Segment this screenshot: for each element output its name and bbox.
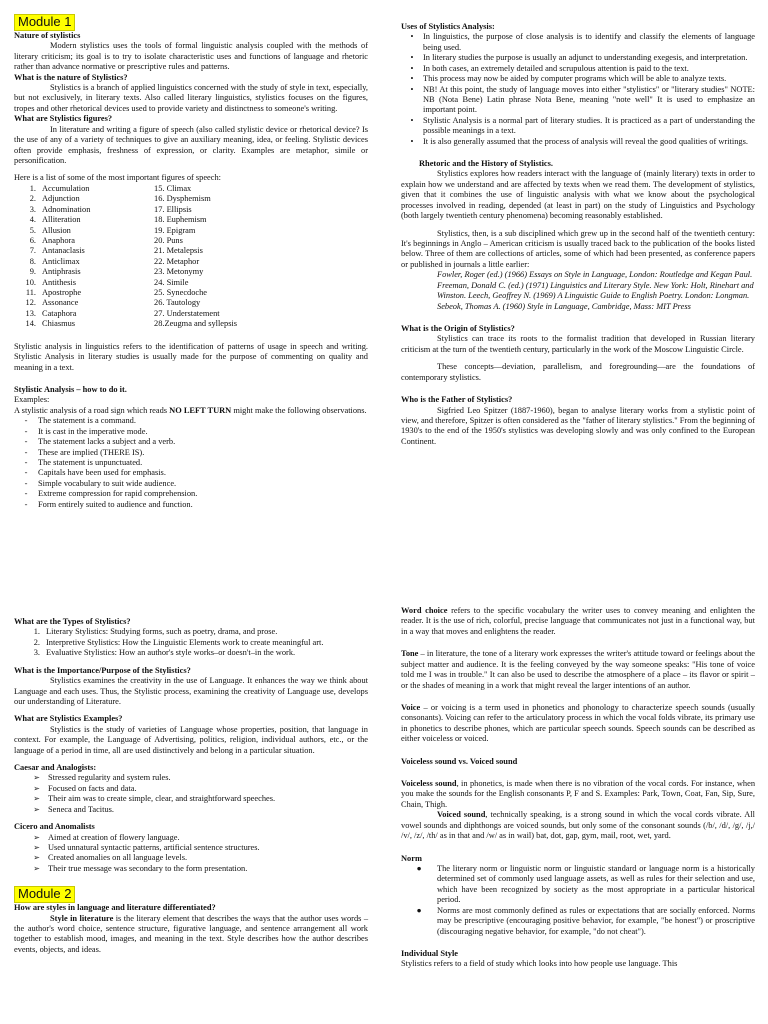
reference-3: Winston. Leech, Geoffrey N. (1969) A Linguistic Guide to English Poetry. London: Longman. xyxy=(437,291,750,301)
paragraph-origin: Stylistics can trace its roots to the formalist tradition that developed in Russian literary criticism at the turn of the twentieth century, particularly in the work of the Moscow Linguistic Circle. xyxy=(401,334,755,354)
list-item: 25. Synecdoche xyxy=(154,288,208,298)
paragraph-concepts: These concepts—deviation, parallelism, and foregrounding—are the foundations of contemporary stylistics. xyxy=(401,362,755,382)
figures-column-b xyxy=(154,184,237,330)
heading-howto: Stylistic Analysis – how to do it. xyxy=(14,385,127,395)
heading-voiceless-vs-voiced: Voiceless sound vs. Voiced sound xyxy=(401,756,518,766)
list-item: 8. Anticlimax xyxy=(29,256,80,266)
paragraph-discipline: Stylistics, then, is a sub disciplined which grew up in the second half of the twentieth century: It's beginnings in Anglo – American criticism is usually traced back to the publication of the books listed below. Three of them are collections of articles, some of which had been presented, as conference papers or published in journals a little earlier: xyxy=(401,228,755,269)
list-item: ➢ Created anomalies on all language levels. xyxy=(33,853,188,863)
paragraph-nature: Modern stylistics uses the tools of formal linguistic analysis coupled with the methods of literary criticism; its goal is to try to isolate characteristic uses and functions of language and rhetoric rather than advance normative or prescriptive rules and patterns. xyxy=(14,41,368,72)
list-item: 2. Adjunction xyxy=(29,194,80,204)
list-item: 20. Puns xyxy=(154,235,183,245)
list-item: 14. Chiasmus xyxy=(25,319,76,329)
list-item: 1. Accumulation xyxy=(29,183,90,193)
list-item: • In literary studies the purpose is usually an adjunct to understanding exegesis, and interpretation. xyxy=(410,53,748,63)
list-item: ➢ Their true message was secondary to the form presentation. xyxy=(33,863,248,873)
module-1-heading: Module 1 xyxy=(14,14,75,31)
paragraph-voiceless: Voiceless sound, in phonetics, is made when there is no vibration of the vocal cords. For instance, when you make the sounds for the English consonants P, F and S. Examples: Park, Town, Coat, Fan, Sip, Sure, Chain, Thigh. xyxy=(401,779,756,809)
list-item: 7. Antanaclasis xyxy=(29,246,85,256)
reference-2: Freeman, Donald C. (ed.) (1971) Linguistics and Literary Style. New York: Holt, Rinehart and xyxy=(437,280,754,290)
list-intro: Here is a list of some of the most important figures of speech: xyxy=(14,173,221,183)
list-item: 19. Epigram xyxy=(154,225,196,235)
heading-father: Who is the Father of Stylistics? xyxy=(401,395,513,405)
paragraph-style: Style in literature is the literary element that describes the ways that the author uses words – the author's word choice, sentence structure, figurative language, and sentence arrangement all work together to establish mood, images, and meaning in the text. Style describes how the author describes events, objects, and ideas. xyxy=(14,913,369,954)
list-item: 9. Antiphrasis xyxy=(29,267,81,277)
heading-individual-style: Individual Style xyxy=(401,948,459,958)
observations-list xyxy=(14,416,368,510)
list-item: ➢ Their aim was to create simple, clear, and straightforward speeches. xyxy=(33,794,276,804)
reference-1: Fowler, Roger (ed.) (1966) Essays on Style in Language, London: Routledge and Kegan Paul. xyxy=(437,270,753,280)
list-item: 4. Alliteration xyxy=(29,215,81,225)
heading-caesar: Caesar and Analogists: xyxy=(14,763,97,773)
road-sign-text: NO LEFT TURN xyxy=(169,405,232,415)
list-item: - It is cast in the imperative mode. xyxy=(24,426,148,436)
list-item: 28.Zeugma and syllepsis xyxy=(154,319,238,329)
list-item: ➢ Seneca and Tacitus. xyxy=(33,804,115,814)
list-item: - Form entirely suited to audience and function. xyxy=(24,499,193,509)
list-item: 12. Assonance xyxy=(25,298,79,308)
heading-origin: What is the Origin of Stylistics? xyxy=(401,323,515,333)
paragraph-father: Sigfried Leo Spitzer (1887-1960), began to analyse literary works from a stylistic point of view, and therefore, Spitzer is often considered as the "father of literary stylistics." From the beginning of 1930's to the end of the 1950's stylistics was developing slowly and was only confined to the European Continent. xyxy=(401,405,755,446)
list-item: 23. Metonymy xyxy=(154,267,204,277)
uses-list xyxy=(401,32,755,147)
paragraph-voiced: Voiced sound, technically speaking, is a strong sound in which the vocal cords vibrate. All vowel sounds and diphthongs are voiced sounds, but only some of the consonant sounds (/b/, /d/, /g/, /j,/ /v/, /z/, /th/ as in that and /w/ as in wail) bat, dot, gap, gym, mail, root, wet, yard. xyxy=(401,810,755,841)
list-item: 17. Ellipsis xyxy=(154,204,192,214)
column-top-right xyxy=(401,22,755,447)
heading-nature: Nature of stylistics xyxy=(14,30,81,40)
list-item: 15. Climax xyxy=(154,183,192,193)
paragraph-importance: Stylistics examines the creativity in the use of Language. It enhances the way we think about Language and each uses. Thus, the Stylistic process, examining the creativity of Language use, develops our understanding of Literature. xyxy=(14,676,368,706)
list-item: ➢ Stressed regularity and system rules. xyxy=(33,773,171,783)
list-item: ➢ Used unnatural syntactic patterns, artificial sentence structures. xyxy=(33,843,260,853)
paragraph-rhetoric: Stylistics explores how readers interact with the language of (mainly literary) texts in order to explain how we understand and are affected by texts when we read them. The development of stylistics, given that it combines the use of linguistic analysis with what we know about the psychological processes involved in reading, depended (at least in part) on the study of Linguistics and Psychology (both largely twentieth century phenomena) becoming reasonably established. xyxy=(401,169,755,221)
module-2-heading: Module 2 xyxy=(14,886,75,903)
heading-types: What are the Types of Stylistics? xyxy=(14,617,131,626)
list-item: 10. Antithesis xyxy=(25,277,76,287)
cicero-list xyxy=(14,833,368,875)
paragraph-figures: In literature and writing a figure of speech (also called stylistic device or rhetorical device? Is the use of any of a variety of techniques to give an auxiliary meaning, idea, or feeling. Stylistic devices often provide emphasis, freshness of expression, or clarity. Examples are metaphor, simile or personification. xyxy=(14,124,368,165)
heading-norm: Norm xyxy=(401,853,422,863)
list-item: 22. Metaphor xyxy=(154,256,200,266)
list-item: 27. Understatement xyxy=(154,308,220,318)
types-list xyxy=(14,627,368,658)
list-item: • In both cases, an extremely detailed and scrupulous attention is paid to the text. xyxy=(410,63,689,73)
column-bottom-left xyxy=(14,617,368,955)
list-item: 3. Adnomination xyxy=(29,204,91,214)
heading-figures: What are Stylistics figures? xyxy=(14,114,113,124)
list-item: - The statement lacks a subject and a verb. xyxy=(24,437,176,447)
figures-of-speech-list xyxy=(14,184,368,330)
list-item: • It is also generally assumed that the process of analysis will reveal the good qualities of writings. xyxy=(410,136,748,146)
list-item: 13. Cataphora xyxy=(25,308,77,318)
list-item: 21. Metalepsis xyxy=(154,246,203,256)
list-item: 11. Apostrophe xyxy=(25,288,82,298)
heading-cicero: Cicero and Anomalists xyxy=(14,822,95,832)
caesar-list xyxy=(14,773,368,815)
paragraph-analysis: Stylistic analysis in linguistics refers to the identification of patterns of usage in speech and writing. Stylistic Analysis in literary studies is usually made for the purpose of commenting on quality and meaning in a text. xyxy=(14,341,368,372)
list-item: ➢ Focused on facts and data. xyxy=(33,783,137,793)
paragraph-tone: Tone – in literature, the tone of a literary work expresses the writer's attitude toward or feelings about the subject matter and audience. It is the feeling conveyed by the way someone speaks: "His tone of voice told me I was in trouble." It can also be used to describe the atmosphere of a place – its flavor or spirit – or the shades of meaning in a work that might reveal the larger intentions of an author. xyxy=(401,649,755,690)
list-item: - The statement is a command. xyxy=(24,416,136,426)
paragraph-voice: Voice – or voicing is a term used in phonetics and phonology to characterize speech sounds (usually consonants). Voicing can refer to the articulatory process in which the vocal folds vibrate, its primary use in phonetics to describe phones, which are particular speech sounds. Speech sounds can be described as either voiceless or voiced. xyxy=(401,702,755,744)
column-top-left xyxy=(14,14,368,510)
list-item: 1. Literary Stylistics: Studying forms, such as poetry, drama, and prose. xyxy=(33,627,278,637)
figures-column-a xyxy=(14,184,154,330)
reference-4: Sebeok, Thomas A. (1960) Style in Language, Cambridge, Mass: MIT Press xyxy=(437,301,691,311)
list-item: ● The literary norm or linguistic norm or linguistic standard or language norm is a historically determined set of commonly used language assets, as well as rules for their selection and use, which have been recognized by society as the most appropriate in a particular historical period. xyxy=(416,864,755,905)
paragraph-what-nature: Stylistics is a branch of applied linguistics concerned with the study of style in text, especially, but not exclusively, in literary texts. Also called literary linguistics, stylistics focuses on the figures, tropes and other rhetorical devices used to provide variety and distinctness to someone's writing. xyxy=(14,83,368,113)
paragraph-word-choice: Word choice refers to the specific vocabulary the writer uses to convey meaning and enlighten the reader. It is the use of rich, colorful, precise language that communicates not just in a functional way, but in a way that moves and enlightens the reader. xyxy=(401,606,755,636)
list-item: 18. Euphemism xyxy=(154,215,207,225)
list-item: 26. Tautology xyxy=(154,298,201,308)
examples-label: Examples: xyxy=(14,395,50,405)
list-item: - The statement is unpunctuated. xyxy=(24,457,143,467)
list-item: - Simple vocabulary to suit wide audience. xyxy=(24,478,177,488)
list-item: • NB! At this point, the study of language moves into either "stylistics" or "literary studies" NOTE: NB (Nota Bene) Latin phrase Nota Bene, meaning "note well" It is used to emphasize an important point. xyxy=(410,84,755,115)
heading-examples: What are Stylistics Examples? xyxy=(14,714,123,724)
list-item: 5. Allusion xyxy=(29,225,71,235)
norm-list xyxy=(401,864,755,937)
heading-uses: Uses of Stylistics Analysis: xyxy=(401,22,495,31)
list-item: 2. Interpretive Stylistics: How the Linguistic Elements work to create meaningful art. xyxy=(33,637,324,647)
heading-rhetoric: Rhetoric and the History of Stylistics. xyxy=(419,159,553,169)
list-item: - Capitals have been used for emphasis. xyxy=(24,468,166,478)
list-item: ➢ Aimed at creation of flowery language. xyxy=(33,832,180,842)
list-item: • In linguistics, the purpose of close analysis is to identify and classify the elements of language being used. xyxy=(410,32,755,52)
list-item: ● Norms are most commonly defined as rules or expectations that are socially enforced. Norms may be prescriptive (encouraging positive behavior, for example, "be honest") or proscriptive (discouraging negative behavior, for example, "do not cheat"). xyxy=(416,905,755,936)
paragraph-road-sign: A stylistic analysis of a road sign which reads NO LEFT TURN might make the following observations. xyxy=(14,405,367,415)
list-item: - These are implied (THERE IS). xyxy=(24,447,145,457)
list-item: - Extreme compression for rapid comprehension. xyxy=(24,489,198,499)
list-item: 16. Dysphemism xyxy=(154,194,211,204)
list-item: • This process may now be aided by computer programs which will be able to analyze texts. xyxy=(410,74,727,84)
list-item: 24. Simile xyxy=(154,277,189,287)
heading-importance: What is the Importance/Purpose of the Stylistics? xyxy=(14,665,191,675)
heading-differentiated: How are styles in language and literature differentiated? xyxy=(14,903,216,913)
paragraph-examples: Stylistics is the study of varieties of Language whose properties, position, that language in context. For example, the Language of Advertising, politics, religion, individual authors, etc., or the language of a period in time, all are used distinctively and belong in a particular situation. xyxy=(14,724,368,755)
heading-what-nature: What is the nature of Stylistics? xyxy=(14,72,128,82)
list-item: 6. Anaphora xyxy=(29,235,76,245)
column-bottom-right xyxy=(401,606,755,970)
list-item: 3. Evaluative Stylistics: How an author's style works–or doesn't–in the work. xyxy=(33,648,296,658)
paragraph-individual-style: Stylistics refers to a field of study which looks into how people use language. This xyxy=(401,959,678,969)
list-item: • Stylistic Analysis is a normal part of literary studies. It is practiced as a part of understanding the possible meanings in a text. xyxy=(410,115,755,136)
